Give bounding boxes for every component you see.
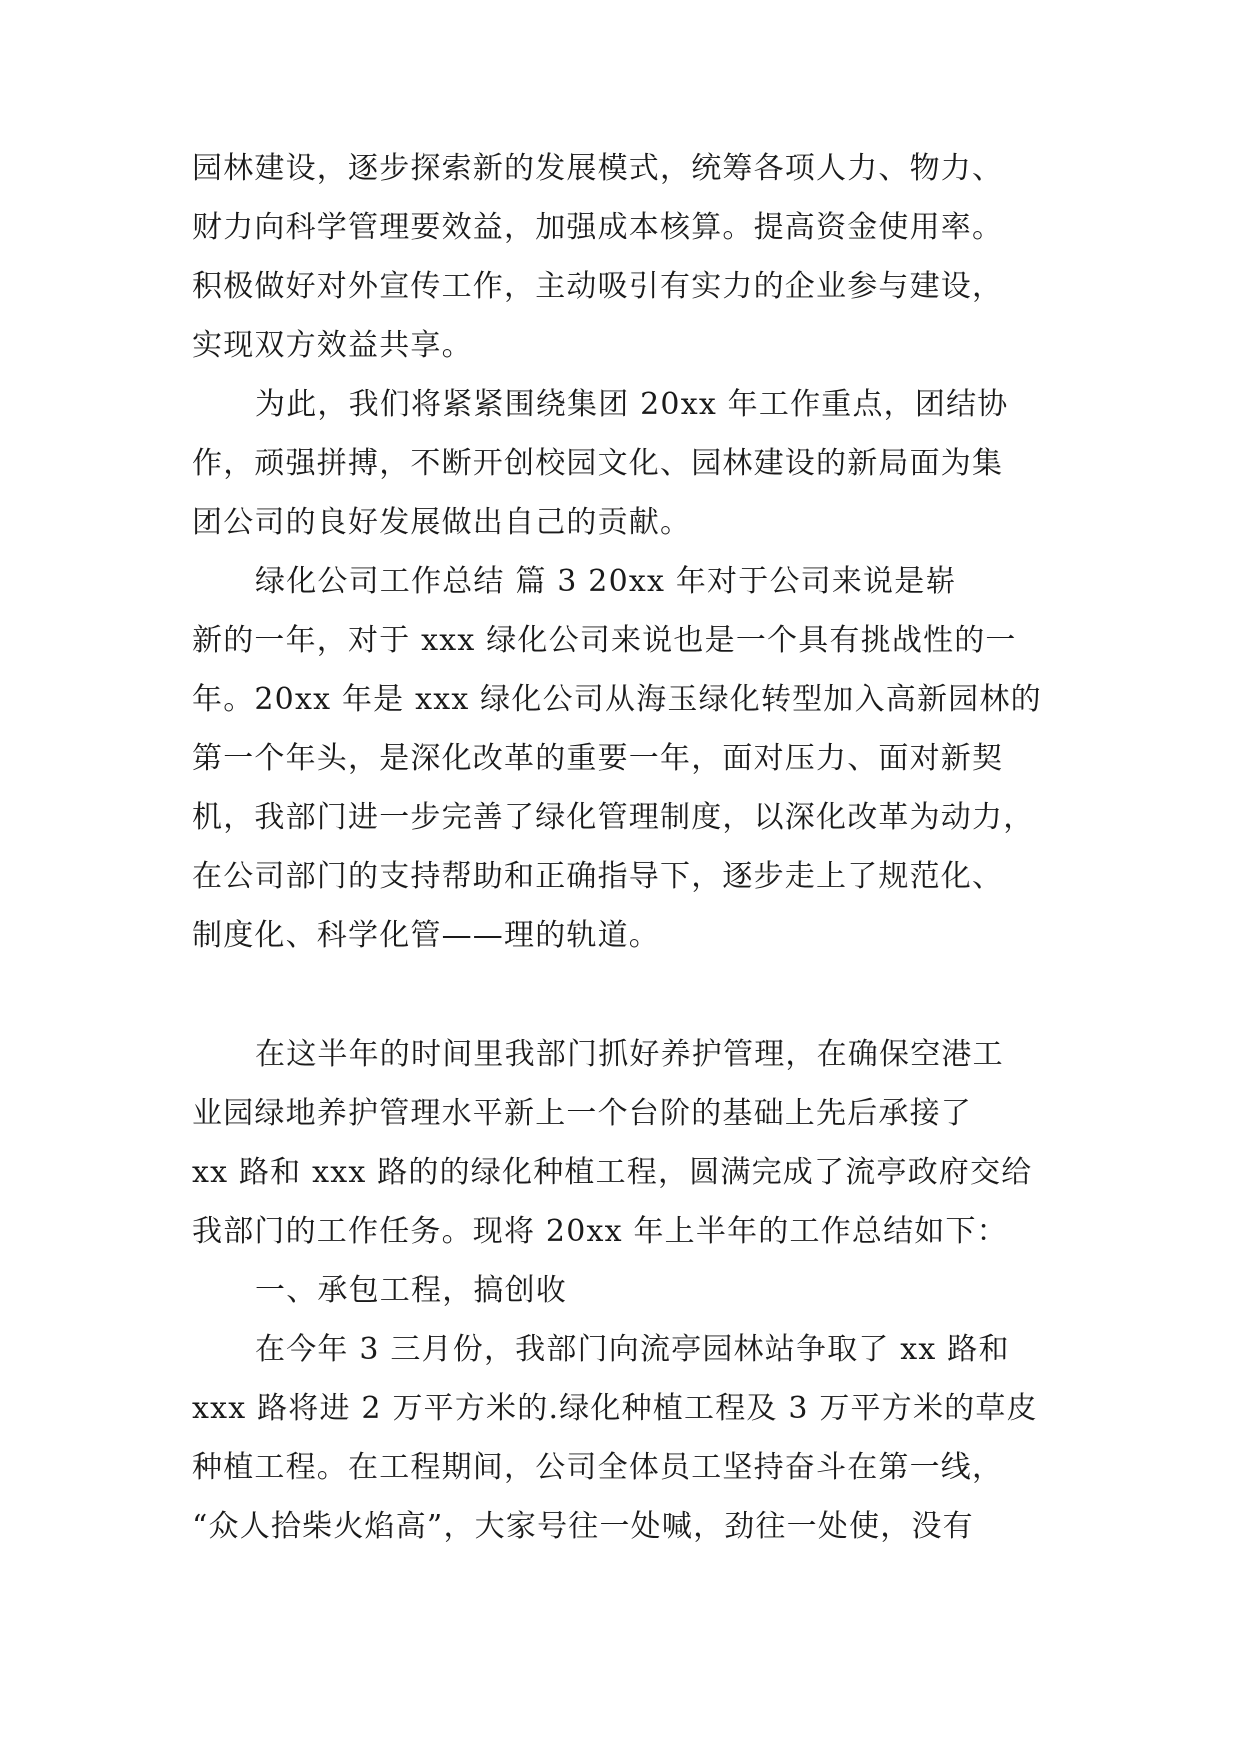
paragraph-line: 新的一年，对于 xxx 绿化公司来说也是一个具有挑战性的一 [192,623,1017,658]
paragraph-line: 第一个年头，是深化改革的重要一年，面对压力、面对新契 [192,741,1004,776]
paragraph-line: xxx 路将进 2 万平方米的.绿化种植工程及 3 万平方米的草皮 [192,1391,1038,1426]
paragraph-line: 实现双方效益共享。 [192,328,473,363]
paragraph-line: 作，顽强拼搏，不断开创校园文化、园林建设的新局面为集 [192,446,1004,481]
paragraph-line: 积极做好对外宣传工作，主动吸引有实力的企业参与建设， [192,269,1004,304]
paragraph-line: 种植工程。在工程期间，公司全体员工坚持奋斗在第一线， [192,1450,1004,1485]
paragraph-line: 机，我部门进一步完善了绿化管理制度，以深化改革为动力， [192,800,1035,835]
section-heading-line: 绿化公司工作总结 篇 3 20xx 年对于公司来说是崭 [255,564,957,599]
paragraph-line: 为此，我们将紧紧围绕集团 20xx 年工作重点，团结协 [255,387,1009,422]
paragraph-line: 在公司部门的支持帮助和正确指导下，逐步走上了规范化、 [192,859,1004,894]
paragraph-line: xx 路和 xxx 路的的绿化种植工程，圆满完成了流亭政府交给 [192,1155,1033,1190]
paragraph-line: 财力向科学管理要效益，加强成本核算。提高资金使用率。 [192,210,1004,245]
paragraph-line: 园林建设，逐步探索新的发展模式，统筹各项人力、物力、 [192,151,1004,186]
paragraph-line: 在今年 3 三月份，我部门向流亭园林站争取了 xx 路和 [255,1332,1010,1367]
paragraph-line: 业园绿地养护管理水平新上一个台阶的基础上先后承接了 [192,1096,972,1131]
paragraph-line: 年。20xx 年是 xxx 绿化公司从海玉绿化转型加入高新园林的 [192,682,1042,717]
paragraph-line: 我部门的工作任务。现将 20xx 年上半年的工作总结如下： [192,1214,1008,1249]
paragraph-line: 团公司的良好发展做出自己的贡献。 [192,505,692,540]
paragraph-line: “众人拾柴火焰高”，大家号往一处喊，劲往一处使，没有 [192,1509,974,1544]
subheading-line: 一、承包工程，搞创收 [255,1273,567,1308]
paragraph-line: 制度化、科学化管——理的轨道。 [192,918,660,953]
paragraph-line: 在这半年的时间里我部门抓好养护管理，在确保空港工 [255,1037,1004,1072]
